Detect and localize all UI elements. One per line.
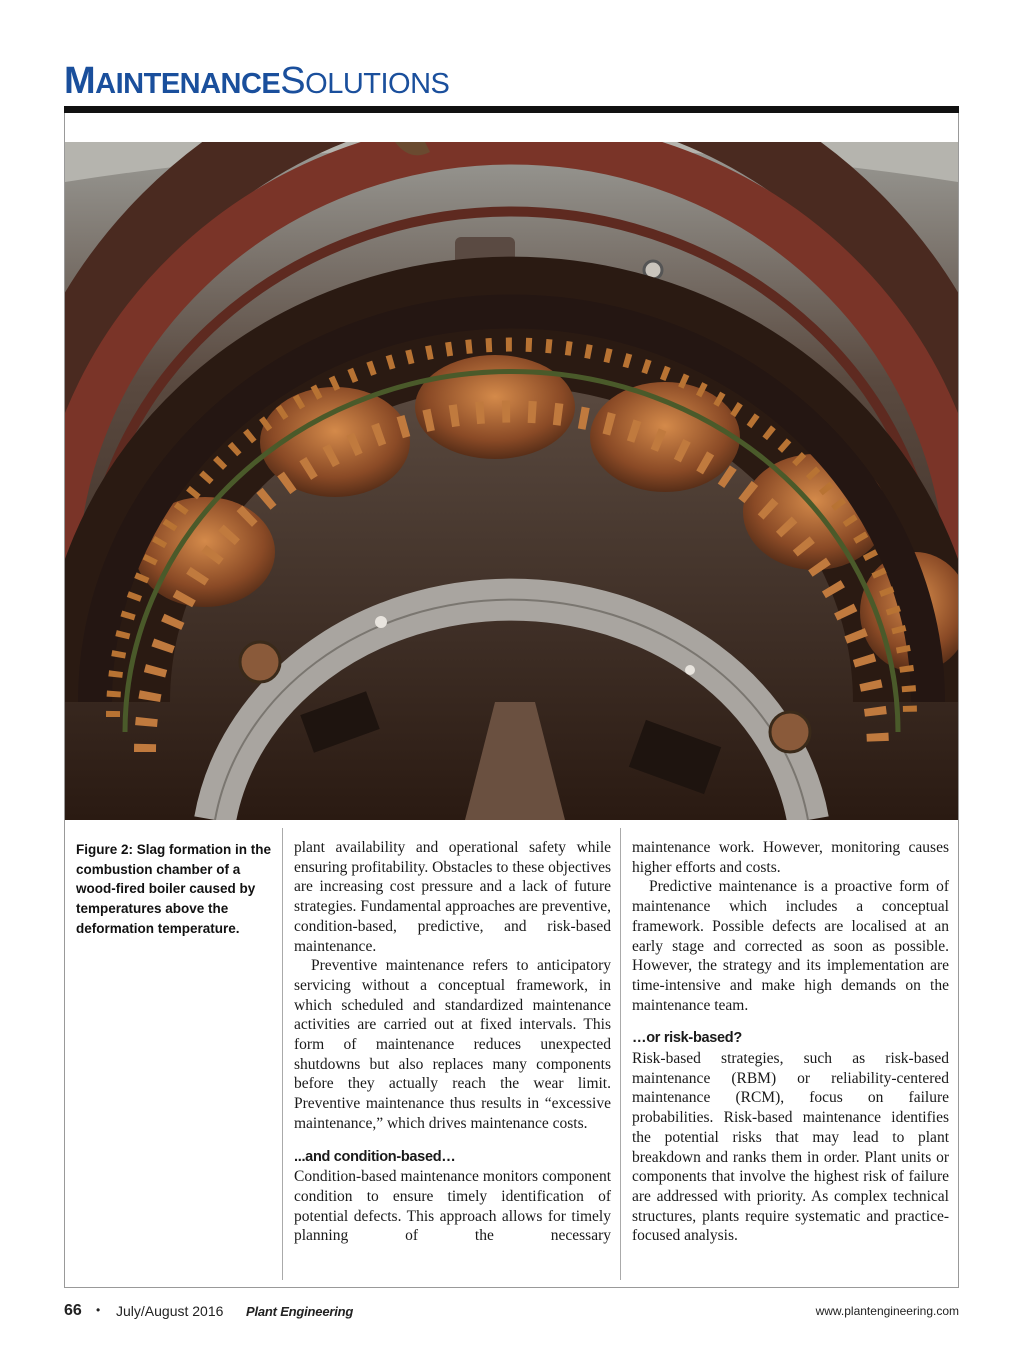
paragraph: Preventive maintenance refers to anticipatory servicing without a conceptual framework, in which scheduled and standardized maintenance activities are carried out at fixed intervals. This form of maintenance reduces unexpected shutdowns but also replaces many components before they actually reach the wear limit. Preventive maintenance thus results in “excessive maintenance,” which drives maintenance costs. [294, 957, 611, 1132]
subheading: ...and condition-based… [294, 1148, 456, 1165]
website-url: www.plantengineering.com [815, 1304, 959, 1318]
page-footer [64, 1303, 959, 1325]
page-number: 66 [64, 1302, 82, 1319]
masthead-maintenance: MAINTENANCE [64, 60, 281, 102]
article-column-1 [294, 838, 611, 1246]
paragraph: Risk-based strategies, such as risk-based maintenance (RBM) or reliability-centered maintenance (RCM), focus on failure probabilities. Risk-based maintenance identifies the potential risks that may lead to plant breakdown and ranks them in order. Plant units or components that involve the highest risk of failure are addressed with priority. As complex technical structures, plants require systematic and practice-focused analysis. [632, 1050, 949, 1245]
magazine-title: Plant Engineering [246, 1304, 354, 1319]
paragraph: maintenance work. However, monitoring causes higher efforts and costs. [632, 839, 949, 876]
masthead-solutions: SOLUTIONS [280, 60, 450, 102]
figure-photo [65, 142, 958, 820]
paragraph: Condition-based maintenance monitors component condition to ensure timely identification of potential defects. This approach allows for timely planning of the necessary [294, 1168, 611, 1245]
frame-bottom-line [64, 1287, 959, 1288]
paragraph: Predictive maintenance is a proactive form of maintenance which includes a conceptual framework. Possible defects are localised at an early stage and corrected as soon as possible. However, the strategy and its implementation are time-intensive and make high demands on the maintenance team. [632, 878, 949, 1014]
figure-caption: Figure 2: Slag formation in the combustion chamber of a wood-fired boiler caused by temperatures above the deformation temperature. [76, 842, 272, 936]
footer-bullet: • [96, 1303, 101, 1317]
section-masthead [64, 62, 449, 100]
paragraph: plant availability and operational safety while ensuring profitability. Obstacles to these objectives are increasing cost pressure and a lack of future strategies. Fundamental approaches are preventive, condition-based, predictive, and risk-based maintenance. [294, 839, 611, 955]
column-divider [620, 828, 621, 1280]
frame-right-line [958, 113, 959, 1287]
article-column-2 [632, 838, 949, 1246]
issue-date: July/August 2016 [116, 1303, 224, 1319]
subheading: …or risk-based? [632, 1030, 742, 1047]
column-divider [282, 828, 283, 1280]
header-rule [64, 106, 959, 113]
figure-photo-illustration [65, 142, 958, 820]
